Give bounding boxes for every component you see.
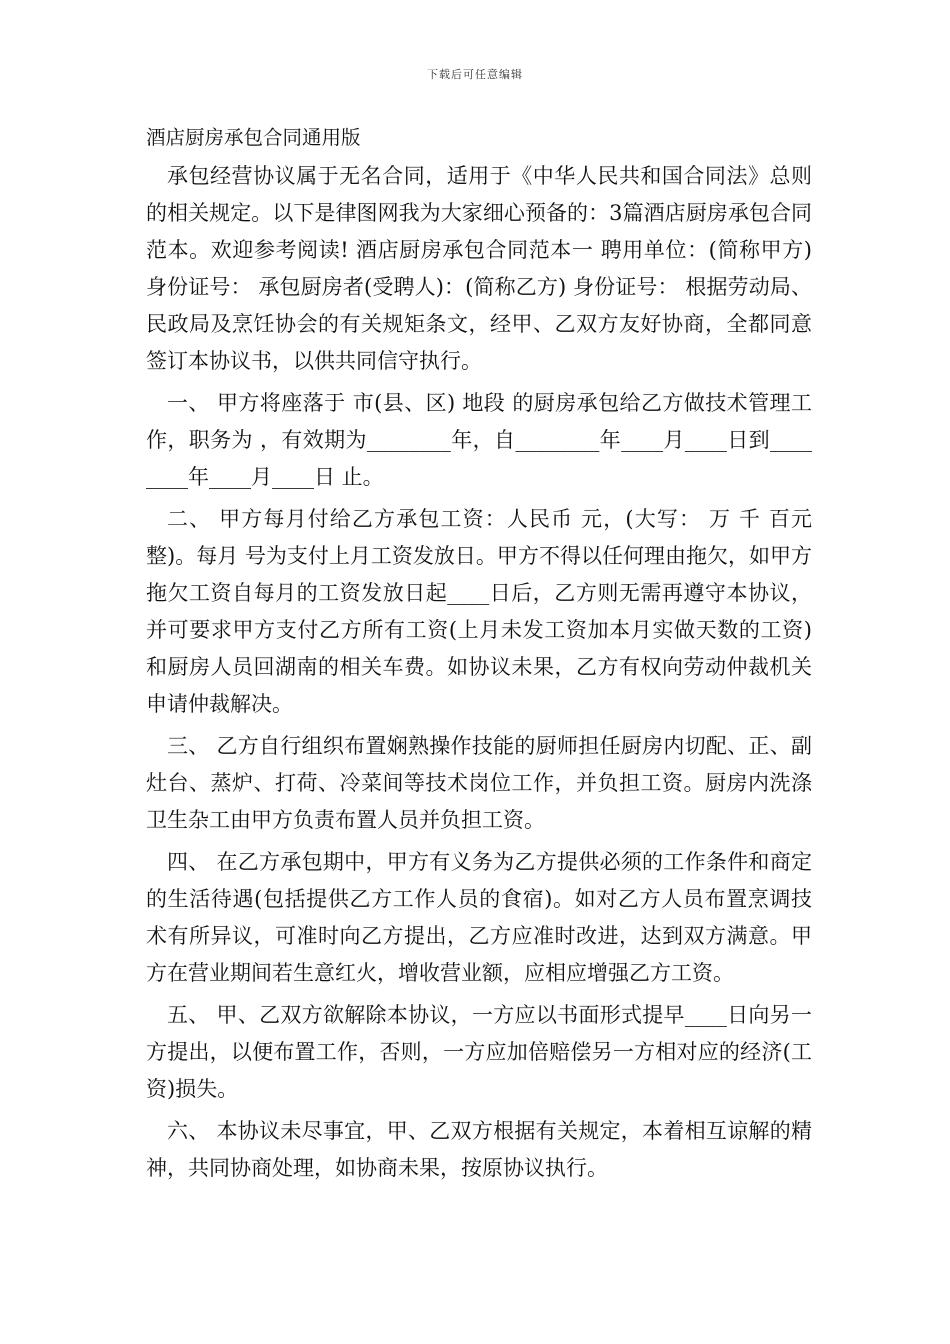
clause-3: 三、 乙方自行组织布置娴熟操作技能的厨师担任厨房内切配、正、副灶台、蒸炉、打荷、冷菜间等技术岗位工作，并负担工资。厨房内洗涤卫生杂工由甲方负责布置人员并负担工资。: [146, 734, 812, 832]
clause-4: 四、 在乙方承包期中，甲方有义务为乙方提供必须的工作条件和商定的生活待遇(包括提供乙方工作人员的食宿)。如对乙方人员布置烹调技术有所异议，可准时向乙方提出，乙方应准时改进，达到双方满意。甲方在营业期间若生意红火，增收营业额，应相应增强乙方工资。: [146, 850, 812, 985]
document-body: [146, 124, 812, 1192]
clause-1: 一、 甲方将座落于 市(县、区) 地段 的厨房承包给乙方做技术管理工作，职务为 ，有效期为________年，自________年____月____日到________年____月____日 止。: [146, 391, 812, 489]
intro-paragraph: 承包经营协议属于无名合同，适用于《中华人民共和国合同法》总则的相关规定。以下是律图网我为大家细心预备的：3篇酒店厨房承包合同范本。欢迎参考阅读! 酒店厨房承包合同范本一 聘用单位：(简称甲方) 身份证号： 承包厨房者(受聘人)：(简称乙方) 身份证号： 根据劳动局、民政局及烹饪协会的有关规矩条文，经甲、乙双方友好协商，全都同意签订本协议书，以供共同信守执行。: [146, 164, 812, 373]
clause-2: 二、 甲方每月付给乙方承包工资：人民币 元，(大写： 万 千 百元整)。每月 号为支付上月工资发放日。甲方不得以任何理由拖欠，如甲方拖欠工资自每月的工资发放日起____日后，乙方则无需再遵守本协议，并可要求甲方支付乙方所有工资(上月未发工资加本月实做天数的工资)和厨房人员回湖南的相关车费。如协议未果，乙方有权向劳动仲裁机关申请仲裁解决。: [146, 507, 812, 716]
header-note: 下载后可任意编辑: [427, 68, 523, 81]
clause-6: 六、 本协议未尽事宜，甲、乙双方根据有关规定，本着相互谅解的精神，共同协商处理，如协商未果，按原协议执行。: [146, 1119, 812, 1180]
document-title: 酒店厨房承包合同通用版: [146, 126, 361, 149]
clause-5: 五、 甲、乙双方欲解除本协议，一方应以书面形式提早____日向另一方提出，以便布置工作，否则，一方应加倍赔偿另一方相对应的经济(工资)损失。: [146, 1003, 812, 1101]
